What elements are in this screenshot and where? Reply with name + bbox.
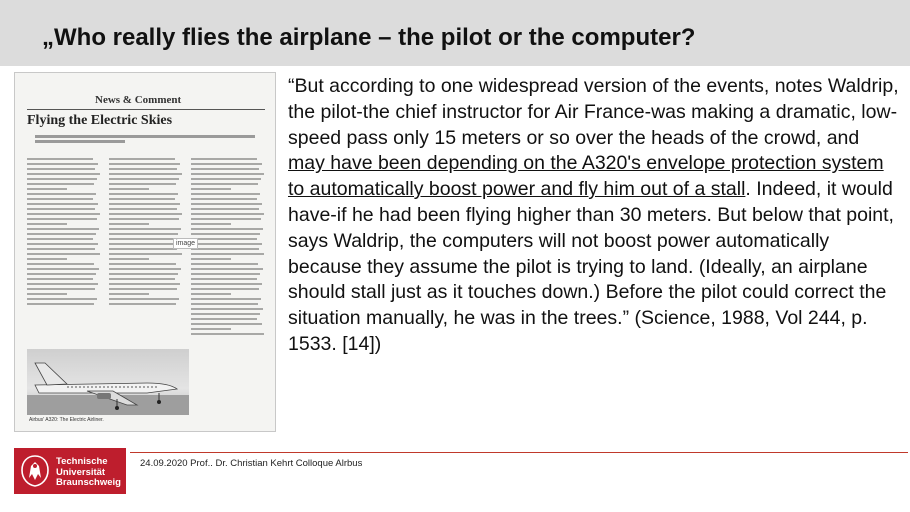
scan-text-line — [109, 223, 149, 225]
scan-text-line — [27, 288, 95, 290]
scan-text-line — [27, 208, 95, 210]
scan-text-line — [27, 243, 98, 245]
scan-text-line — [191, 188, 231, 190]
scan-text-line — [27, 258, 67, 260]
article-section-header: News & Comment — [95, 94, 182, 106]
scan-text-line — [191, 208, 259, 210]
scan-text-line — [191, 293, 231, 295]
scan-text-line — [191, 213, 264, 215]
scan-text-line — [109, 258, 149, 260]
scan-text-line — [27, 248, 95, 250]
university-logo — [14, 448, 126, 494]
scan-text-line — [109, 188, 149, 190]
quote-text — [288, 74, 900, 358]
scan-text-line — [191, 163, 262, 165]
scan-text-line — [191, 198, 257, 200]
scan-text-line — [27, 213, 100, 215]
scan-text-line — [27, 183, 94, 185]
scan-text-line — [191, 228, 263, 230]
scan-text-line — [191, 253, 264, 255]
scan-text-line — [109, 288, 177, 290]
scan-text-line — [109, 248, 177, 250]
scan-text-line — [27, 218, 97, 220]
title-bar — [0, 0, 910, 66]
scan-text-line — [27, 298, 97, 300]
scan-text-line — [27, 253, 100, 255]
scan-text-line — [27, 178, 97, 180]
scan-text-line — [109, 303, 176, 305]
scan-text-line — [27, 198, 93, 200]
scan-text-line — [27, 268, 99, 270]
scan-text-line — [191, 268, 263, 270]
scan-text-line — [191, 183, 258, 185]
scan-text-line — [191, 218, 261, 220]
scan-text-line — [27, 263, 94, 265]
scan-text-line — [191, 178, 261, 180]
lion-seal-icon — [19, 454, 51, 488]
scan-text-line — [27, 163, 98, 165]
footer-rule — [130, 452, 908, 453]
scan-text-line — [109, 298, 179, 300]
quote-underlined-passage: may have been depending on the A320's envelope protection system to automatically boost power and fly him out of a stall — [288, 152, 884, 201]
scan-text-line — [27, 193, 96, 195]
quote-part-1: “But according to one widespread version of the events, notes Waldrip, the pilot-the chief instructor for Air France-was making a dramatic, low-speed pass only 15 meters or so over the heads of the crowd, and — [288, 75, 899, 149]
scan-text-line — [191, 158, 257, 160]
scan-text-line — [27, 188, 67, 190]
scan-text-line — [191, 168, 259, 170]
scan-text-line — [191, 203, 262, 205]
scan-text-line — [27, 233, 96, 235]
slide-title: „Who really flies the airplane – the pilot or the computer? — [42, 24, 696, 51]
scan-text-line — [191, 238, 257, 240]
scan-text-line — [191, 313, 260, 315]
scan-text-line — [109, 253, 182, 255]
scan-text-line — [109, 173, 182, 175]
scan-text-line — [191, 283, 262, 285]
scan-text-line — [109, 193, 178, 195]
scan-text-line — [109, 268, 181, 270]
scan-text-line — [27, 228, 99, 230]
scan-text-line — [109, 263, 176, 265]
scan-text-line — [27, 303, 94, 305]
logo-line-1: Technische — [56, 456, 108, 467]
article-rule — [27, 109, 265, 110]
scan-text-line — [191, 273, 260, 275]
scan-text-line — [27, 223, 67, 225]
scan-text-line — [191, 263, 258, 265]
scan-text-line — [27, 158, 93, 160]
university-name — [56, 457, 121, 489]
scan-text-line — [109, 178, 179, 180]
logo-line-2: Universität — [56, 466, 106, 478]
scan-text-line — [191, 223, 231, 225]
scan-text-line — [109, 158, 175, 160]
airplane-photo — [27, 349, 189, 415]
scan-text-line — [191, 248, 259, 250]
scan-text-line — [191, 173, 264, 175]
scan-text-line — [27, 238, 93, 240]
logo-line-3: Braunschweig — [56, 477, 121, 488]
scan-text-line — [191, 328, 231, 330]
photo-caption: Airbus' A320: The Electric Airliner. — [29, 417, 104, 423]
scan-text-line — [191, 193, 260, 195]
scan-text-line — [109, 228, 181, 230]
scan-text-line — [109, 293, 149, 295]
scan-text-line — [109, 168, 177, 170]
scan-text-line — [109, 213, 182, 215]
article-scan-image — [14, 72, 276, 432]
image-tag-label: image — [173, 238, 198, 249]
scan-text-line — [27, 283, 98, 285]
quote-part-2: . Indeed, it would have-if he had been flying higher than 30 meters. But below that point, says Waldrip, the computers will not boost power automatically because they assume the pilot is trying to land. (Ideally, an airplane should stall just as it touches down.) Before the pilot could correct the situation manually, he was in the trees.” (Science, 1988, Vol 244, p. 1533. [14]) — [288, 178, 894, 355]
scan-text-line — [109, 233, 178, 235]
scan-text-line — [191, 278, 257, 280]
scan-text-line — [191, 298, 261, 300]
scan-text-line — [191, 243, 262, 245]
scan-text-line — [27, 293, 67, 295]
article-headline: Flying the Electric Skies — [27, 113, 173, 128]
scan-text-line — [109, 238, 175, 240]
scan-text-line — [27, 278, 93, 280]
scan-text-line — [109, 243, 180, 245]
scan-text-line — [109, 183, 176, 185]
scan-text-line — [109, 283, 180, 285]
scan-text-line — [109, 218, 179, 220]
scan-text-line — [191, 308, 263, 310]
scan-text-line — [191, 233, 260, 235]
scan-text-line — [27, 273, 96, 275]
scan-text-line — [109, 273, 178, 275]
scan-text-line — [109, 278, 175, 280]
footer-info: 24.09.2020 Prof.. Dr. Christian Kehrt Colloque Alrbus — [140, 458, 363, 469]
scan-text-line — [27, 203, 98, 205]
scan-text-line — [191, 323, 262, 325]
scan-text-line — [191, 288, 259, 290]
scan-text-line — [109, 198, 175, 200]
article-subtitle — [35, 133, 265, 145]
scan-text-line — [109, 163, 180, 165]
scan-text-line — [191, 318, 257, 320]
scan-text-line — [191, 303, 258, 305]
scan-text-line — [191, 258, 231, 260]
scan-text-line — [27, 168, 95, 170]
scan-text-line — [109, 203, 180, 205]
scan-text-line — [109, 208, 177, 210]
scan-text-line — [27, 173, 100, 175]
scan-text-line — [191, 333, 264, 335]
